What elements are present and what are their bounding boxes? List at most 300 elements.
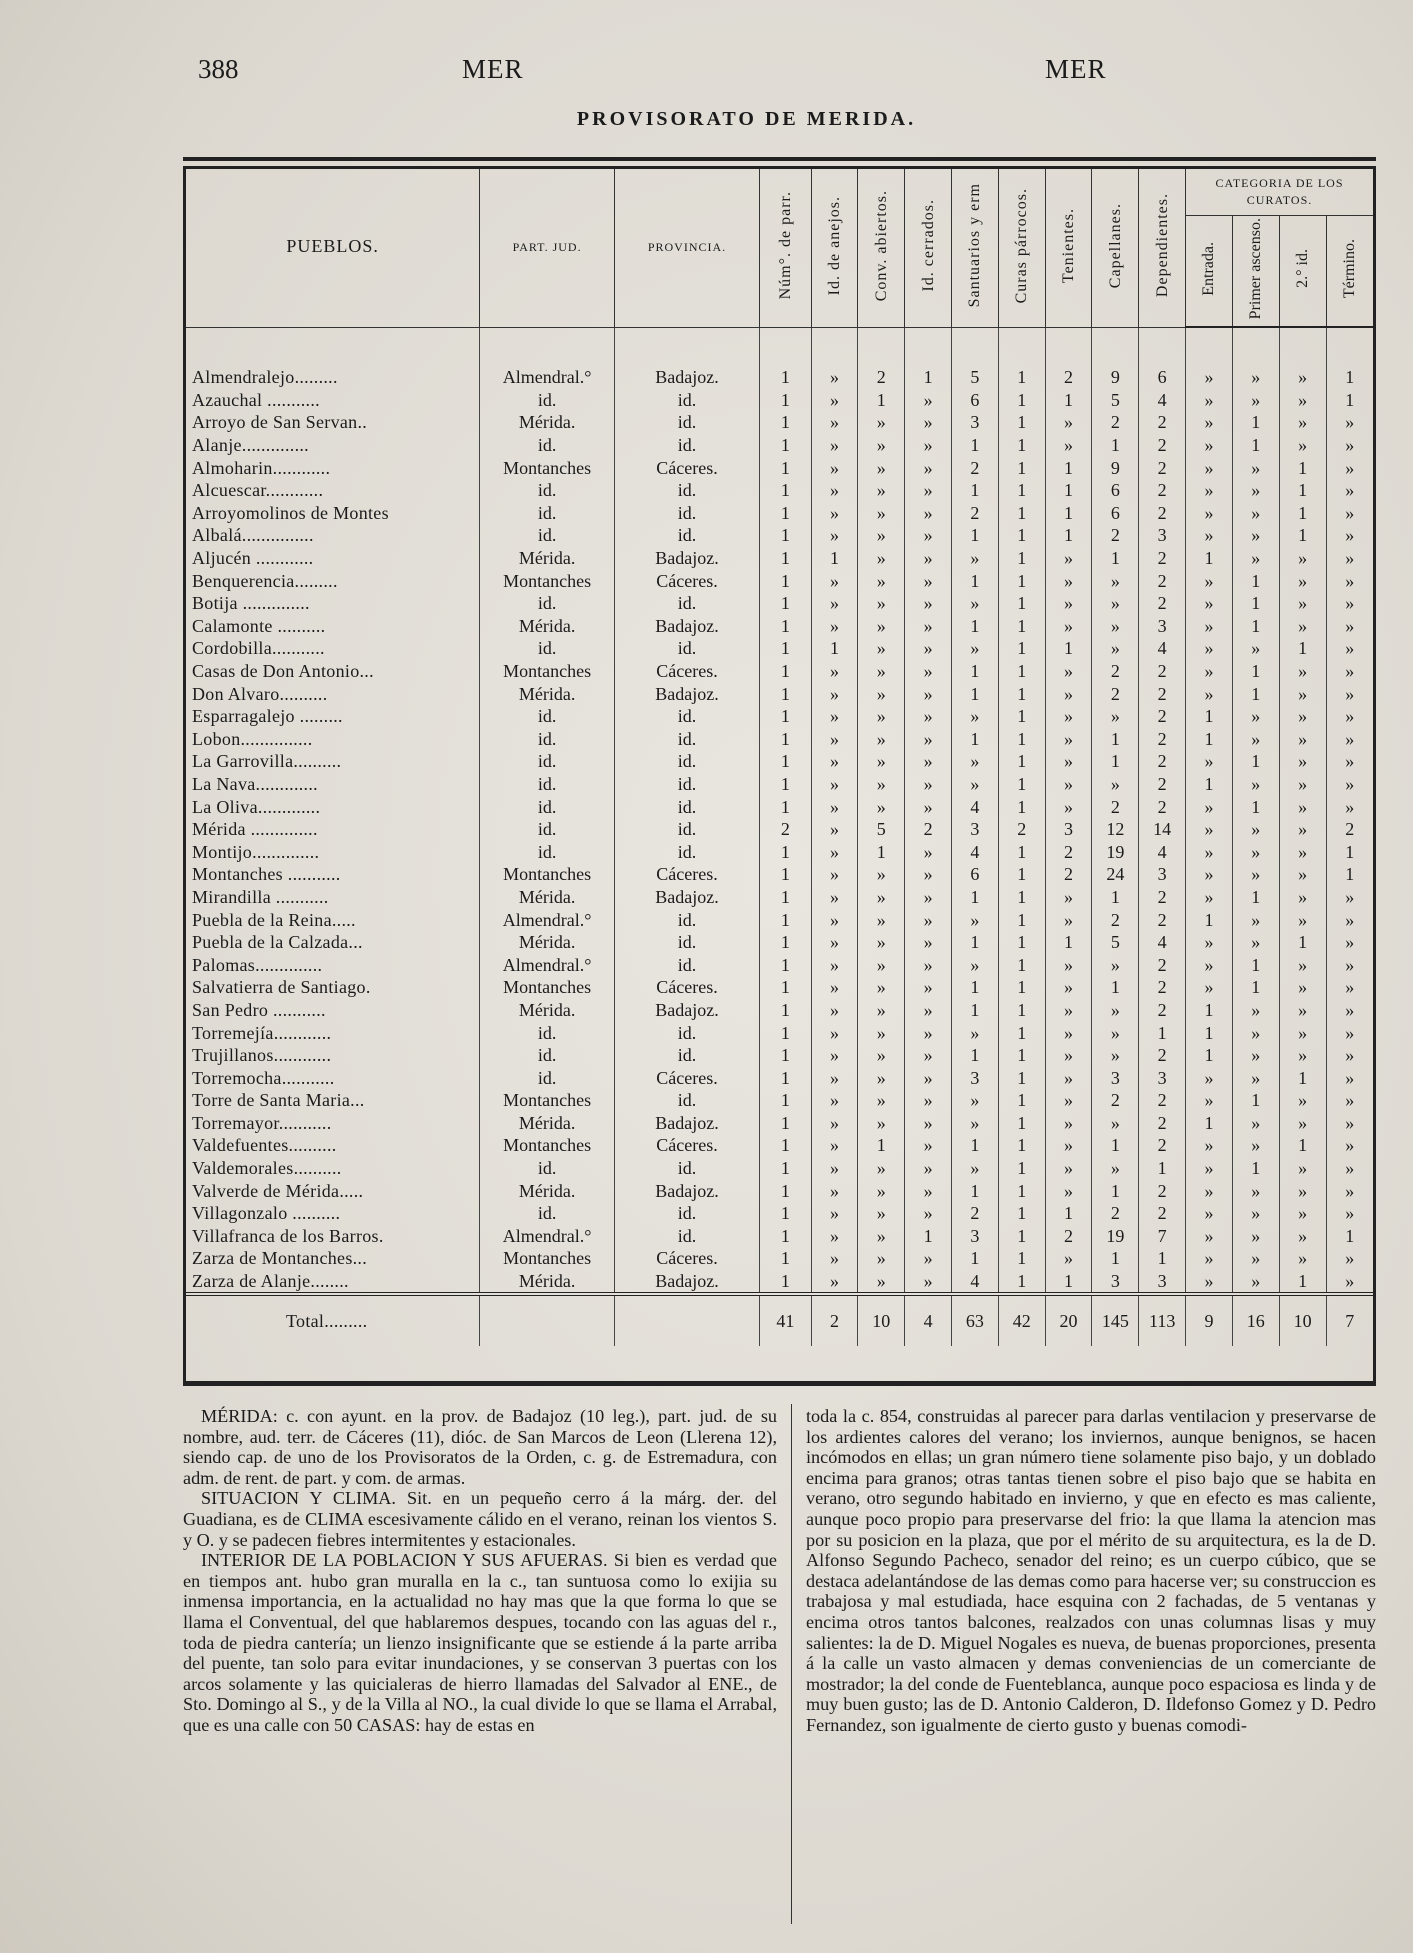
table-cell: 2	[905, 818, 952, 841]
table-cell: »	[1092, 637, 1139, 660]
table-cell: »	[858, 1112, 905, 1135]
table-cell: »	[858, 1066, 905, 1089]
table-cell: 1	[760, 1202, 812, 1225]
table-cell: »	[1345, 796, 1355, 817]
table-cell: 4	[952, 840, 999, 863]
table-cell: 1	[1092, 976, 1139, 999]
table-cell: 1	[1045, 479, 1092, 502]
table-cell: »	[905, 660, 952, 683]
total-cell: 7	[1326, 1294, 1373, 1346]
table-cell: 19	[1092, 1225, 1139, 1248]
table-cell: »	[952, 547, 999, 570]
table-cell: 1	[760, 705, 812, 728]
table-row	[186, 976, 1373, 999]
table-cell: »	[1186, 931, 1233, 954]
table-cell: »	[1345, 480, 1355, 501]
table-cell: 2	[1045, 366, 1092, 389]
table-cell: 2	[1139, 886, 1186, 909]
table-cell: id.	[614, 502, 759, 525]
table-cell: »	[858, 773, 905, 796]
table-row	[186, 682, 1373, 705]
table-cell: »	[1186, 953, 1233, 976]
table-cell: »	[811, 366, 858, 389]
table-cell: 2	[1139, 953, 1186, 976]
table-cell: »	[1279, 547, 1326, 570]
pueblo-name-cell: Valdefuentes..........	[186, 1134, 480, 1157]
table-cell: »	[905, 705, 952, 728]
table-cell: »	[858, 1044, 905, 1067]
table-cell: Cáceres.	[614, 1247, 759, 1270]
table-cell: Badajoz.	[614, 1270, 759, 1295]
table-row	[186, 1066, 1373, 1089]
table-cell: »	[1232, 1225, 1279, 1248]
table-cell: id.	[480, 1066, 615, 1089]
table-cell: »	[1045, 1134, 1092, 1157]
table-cell: »	[811, 908, 858, 931]
pueblo-name-cell: Zarza de Montanches...	[186, 1247, 480, 1270]
table-cell: »	[952, 705, 999, 728]
table-cell: 1	[998, 389, 1045, 412]
table-cell: »	[1045, 411, 1092, 434]
pueblo-name-cell: Villagonzalo ..........	[186, 1202, 480, 1225]
table-cell: 1	[1045, 1270, 1092, 1295]
table-cell: »	[858, 547, 905, 570]
table-row	[186, 1112, 1373, 1135]
pueblo-name-cell: Torremayor...........	[186, 1112, 480, 1135]
table-cell: 2	[1139, 750, 1186, 773]
header-curas: Curas párrocos.	[998, 169, 1045, 327]
pueblo-name-cell: Botija ..............	[186, 592, 480, 615]
table-cell: 1	[760, 1179, 812, 1202]
table-row	[186, 1225, 1373, 1248]
table-cell: »	[905, 524, 952, 547]
table-cell: »	[1279, 999, 1326, 1022]
table-cell: 2	[1045, 1225, 1092, 1248]
table-row	[186, 524, 1373, 547]
table-cell: id.	[480, 840, 615, 863]
table-cell: 1	[1345, 367, 1355, 388]
table-cell: 2	[1139, 434, 1186, 457]
table-cell: »	[1186, 615, 1233, 638]
table-cell: 7	[1139, 1225, 1186, 1248]
table-cell: 14	[1139, 818, 1186, 841]
table-cell: 1	[998, 479, 1045, 502]
table-cell: »	[1279, 1225, 1326, 1248]
table-cell: 1	[760, 1225, 812, 1248]
table-cell: »	[905, 1134, 952, 1157]
running-head	[0, 54, 1413, 90]
pueblo-name-cell: Zarza de Alanje........	[186, 1270, 480, 1295]
table-cell: 1	[1186, 773, 1233, 796]
table-cell: 2	[952, 502, 999, 525]
total-label: Total.........	[186, 1294, 480, 1346]
table-row	[186, 931, 1373, 954]
running-head-left: MER	[462, 54, 524, 84]
table-cell: 1	[998, 795, 1045, 818]
table-cell: »	[905, 456, 952, 479]
table-cell: 1	[998, 976, 1045, 999]
table-cell: »	[811, 592, 858, 615]
table-cell: 1	[858, 1134, 905, 1157]
table-row	[186, 840, 1373, 863]
table-cell: 1	[760, 886, 812, 909]
table-cell: 1	[1232, 953, 1279, 976]
table-cell: »	[811, 502, 858, 525]
table-cell: »	[952, 1021, 999, 1044]
header-segundo-ascenso: 2.° id.	[1279, 216, 1326, 328]
table-cell: 1	[1186, 705, 1233, 728]
table-cell: »	[1186, 1270, 1233, 1295]
pueblo-name-cell: San Pedro ...........	[186, 999, 480, 1022]
table-row	[186, 1044, 1373, 1067]
pueblo-name-cell: Torre de Santa Maria...	[186, 1089, 480, 1112]
table-cell: »	[1279, 411, 1326, 434]
header-termino: Término.	[1326, 216, 1373, 328]
table-cell: Montanches	[480, 1134, 615, 1157]
table-cell: 1	[998, 1157, 1045, 1180]
table-cell: »	[1186, 750, 1233, 773]
table-cell: id.	[480, 728, 615, 751]
table-cell: »	[905, 411, 952, 434]
total-cell: 10	[858, 1294, 905, 1346]
table-cell: 3	[952, 818, 999, 841]
table-cell: »	[905, 592, 952, 615]
table-cell: »	[905, 547, 952, 570]
table-cell: 4	[952, 795, 999, 818]
table-cell: id.	[480, 389, 615, 412]
table-cell: »	[1279, 1179, 1326, 1202]
table-cell: »	[811, 524, 858, 547]
table-cell: »	[1232, 1044, 1279, 1067]
table-cell: »	[811, 1021, 858, 1044]
table-cell: »	[811, 1179, 858, 1202]
table-cell: »	[1279, 1021, 1326, 1044]
table-cell: »	[1279, 728, 1326, 751]
table-cell: »	[811, 773, 858, 796]
table-cell: »	[905, 479, 952, 502]
table-cell: 1	[760, 524, 812, 547]
table-cell: »	[952, 953, 999, 976]
table-cell: »	[1279, 818, 1326, 841]
table-cell: 2	[1139, 1202, 1186, 1225]
table-cell: 1	[1232, 569, 1279, 592]
spacer-row	[186, 327, 1373, 366]
table-cell: »	[905, 773, 952, 796]
table-cell: 6	[952, 389, 999, 412]
table-cell: »	[1232, 1112, 1279, 1135]
table-cell: »	[1345, 525, 1355, 546]
table-row	[186, 637, 1373, 660]
table-row	[186, 908, 1373, 931]
table-cell: »	[905, 569, 952, 592]
table-cell: 1	[1092, 1179, 1139, 1202]
table-cell: »	[858, 592, 905, 615]
table-cell: 1	[998, 524, 1045, 547]
table-cell: »	[905, 1089, 952, 1112]
table-cell: 4	[1139, 840, 1186, 863]
table-cell: id.	[614, 705, 759, 728]
total-cell: 41	[760, 1294, 812, 1346]
table-cell: 1	[998, 660, 1045, 683]
table-cell: »	[811, 1112, 858, 1135]
table-row	[186, 886, 1373, 909]
pueblo-name-cell: Puebla de la Calzada...	[186, 931, 480, 954]
table-cell: 1	[998, 773, 1045, 796]
table-cell: »	[1186, 886, 1233, 909]
table-row	[186, 1202, 1373, 1225]
table-cell: 3	[952, 411, 999, 434]
table-title: PROVISORATO DE MERIDA.	[576, 108, 917, 130]
table-row	[186, 1157, 1373, 1180]
table-cell: »	[905, 1044, 952, 1067]
table-cell: »	[1232, 502, 1279, 525]
table-cell: »	[905, 1112, 952, 1135]
table-cell: »	[1186, 637, 1233, 660]
running-head-right: MER	[1045, 54, 1107, 84]
table-cell: »	[1345, 1112, 1355, 1133]
table-cell: 1	[1139, 1247, 1186, 1270]
table-row	[186, 773, 1373, 796]
table-row	[186, 389, 1373, 412]
table-cell: »	[1232, 705, 1279, 728]
table-cell: 2	[952, 456, 999, 479]
table-cell: 1	[952, 615, 999, 638]
header-primer-ascenso: Primer ascenso.	[1232, 216, 1279, 328]
table-cell: »	[1345, 412, 1355, 433]
table-cell: »	[1232, 456, 1279, 479]
table-cell: 1	[1232, 795, 1279, 818]
table-cell: »	[858, 434, 905, 457]
total-cell: 63	[952, 1294, 999, 1346]
table-cell: »	[1045, 1066, 1092, 1089]
table-cell: 1	[998, 1270, 1045, 1295]
header-dependientes: Dependientes.	[1139, 169, 1186, 327]
total-cell: 113	[1139, 1294, 1186, 1346]
table-cell: 2	[858, 366, 905, 389]
table-cell: 2	[1139, 728, 1186, 751]
table-cell: 1	[760, 728, 812, 751]
table-cell: 2	[1139, 976, 1186, 999]
table-cell: »	[905, 1157, 952, 1180]
table-cell: »	[1345, 728, 1355, 749]
table-cell: Badajoz.	[614, 547, 759, 570]
table-cell: 1	[998, 931, 1045, 954]
table-row	[186, 999, 1373, 1022]
table-cell: 1	[998, 615, 1045, 638]
table-cell: »	[1092, 1157, 1139, 1180]
header-part-jud: PART. JUD.	[480, 169, 615, 327]
table-cell: »	[811, 682, 858, 705]
table-cell: 3	[1139, 863, 1186, 886]
table-cell: »	[1092, 953, 1139, 976]
table-row	[186, 863, 1373, 886]
table-cell: id.	[480, 637, 615, 660]
table-row	[186, 592, 1373, 615]
table-cell: id.	[614, 1044, 759, 1067]
table-cell: 1	[760, 1247, 812, 1270]
table-cell: »	[811, 976, 858, 999]
table-cell: 1	[1279, 931, 1326, 954]
paragraph: MÉRIDA: c. con ayunt. en la prov. de Badajoz (10 leg.), part. jud. de su nombre, aud. terr. de Cáceres (11), dióc. de San Marcos de Leon (Llerena 12), siendo cap. de uno de los Provisoratos de la Orden, c. g. de Estremadura, con adm. de rent. de part. y com. de armas.	[183, 1406, 777, 1488]
table-cell: 1	[998, 908, 1045, 931]
table-cell: Cáceres.	[614, 1066, 759, 1089]
table-cell: »	[1186, 1157, 1233, 1180]
table-cell: »	[1279, 1157, 1326, 1180]
table-cell: »	[1232, 1270, 1279, 1295]
pueblo-name-cell: Almoharin............	[186, 456, 480, 479]
table-cell: 1	[952, 976, 999, 999]
table-cell: 2	[1139, 1179, 1186, 1202]
table-cell: »	[858, 411, 905, 434]
table-cell: 1	[760, 773, 812, 796]
table-cell: »	[1345, 1248, 1355, 1269]
table-cell: »	[1045, 434, 1092, 457]
total-cell: 145	[1092, 1294, 1139, 1346]
total-cell: 16	[1232, 1294, 1279, 1346]
table-cell: »	[1045, 999, 1092, 1022]
table-cell: »	[1279, 1112, 1326, 1135]
table-cell: »	[811, 750, 858, 773]
table-cell: Mérida.	[480, 931, 615, 954]
pueblo-name-cell: Montijo..............	[186, 840, 480, 863]
table-cell: 2	[1139, 1089, 1186, 1112]
table-cell: 12	[1092, 818, 1139, 841]
table-cell: 1	[760, 840, 812, 863]
table-cell: 1	[760, 366, 812, 389]
table-cell: »	[1092, 773, 1139, 796]
table-cell: id.	[614, 953, 759, 976]
table-cell: 1	[760, 976, 812, 999]
table-cell: »	[1279, 1202, 1326, 1225]
article-left-column	[183, 1406, 777, 1736]
table-cell: »	[905, 750, 952, 773]
table-cell: »	[1045, 569, 1092, 592]
table-cell: »	[1279, 1089, 1326, 1112]
table-cell: »	[811, 1225, 858, 1248]
table-cell: »	[952, 1112, 999, 1135]
table-cell: 1	[1092, 1247, 1139, 1270]
table-cell: »	[1045, 1044, 1092, 1067]
table-cell: 1	[811, 547, 858, 570]
table-cell: 1	[811, 637, 858, 660]
table-cell: »	[811, 795, 858, 818]
table-cell: »	[1186, 366, 1233, 389]
table-cell: »	[952, 908, 999, 931]
table-cell: 1	[760, 502, 812, 525]
pueblo-name-cell: Salvatierra de Santiago.	[186, 976, 480, 999]
table-cell: id.	[614, 908, 759, 931]
table-cell: »	[1186, 502, 1233, 525]
table-cell: Badajoz.	[614, 999, 759, 1022]
table-cell: »	[1092, 569, 1139, 592]
table-cell: »	[1279, 976, 1326, 999]
table-cell: 6	[1092, 479, 1139, 502]
table-cell: »	[905, 908, 952, 931]
table-cell: id.	[614, 1157, 759, 1180]
table-cell: 1	[1279, 1134, 1326, 1157]
table-cell: 1	[1092, 728, 1139, 751]
table-cell: Montanches	[480, 976, 615, 999]
table-cell: »	[1345, 1135, 1355, 1156]
table-cell: 1	[760, 750, 812, 773]
pueblo-name-cell: Trujillanos............	[186, 1044, 480, 1067]
table-cell: 19	[1092, 840, 1139, 863]
table-cell: id.	[614, 1021, 759, 1044]
table-cell: »	[1045, 547, 1092, 570]
table-cell: »	[858, 795, 905, 818]
table-cell: »	[905, 502, 952, 525]
table-cell: 1	[1092, 1134, 1139, 1157]
table-cell: 1	[760, 434, 812, 457]
table-cell: »	[1045, 1157, 1092, 1180]
table-cell: 2	[1092, 660, 1139, 683]
table-cell: »	[858, 637, 905, 660]
table-cell: »	[1279, 615, 1326, 638]
column-divider	[791, 1404, 792, 1924]
table-cell: id.	[480, 502, 615, 525]
pueblo-name-cell: Villafranca de los Barros.	[186, 1225, 480, 1248]
table-cell: Cáceres.	[614, 976, 759, 999]
table-row	[186, 1021, 1373, 1044]
table-cell: »	[858, 886, 905, 909]
table-cell: 1	[1045, 1202, 1092, 1225]
table-cell: »	[1279, 953, 1326, 976]
table-cell: 2	[1092, 795, 1139, 818]
table-cell: »	[1232, 479, 1279, 502]
table-cell: 2	[1345, 819, 1355, 840]
table-cell: 1	[1345, 389, 1355, 410]
table-cell: 1	[998, 434, 1045, 457]
table-cell: »	[1045, 886, 1092, 909]
table-cell: »	[811, 389, 858, 412]
table-cell: »	[1345, 1045, 1355, 1066]
table-cell: »	[1279, 1044, 1326, 1067]
table-cell: 1	[760, 1044, 812, 1067]
table-cell: 2	[1139, 908, 1186, 931]
table-cell: 2	[1045, 863, 1092, 886]
table-cell: id.	[614, 637, 759, 660]
table-cell: id.	[480, 750, 615, 773]
table-cell: 1	[760, 569, 812, 592]
table-cell: id.	[614, 479, 759, 502]
pueblo-name-cell: Mirandilla ...........	[186, 886, 480, 909]
table-cell: »	[1345, 751, 1355, 772]
table-cell: 1	[760, 592, 812, 615]
table-cell: »	[858, 1021, 905, 1044]
table-cell: »	[1186, 795, 1233, 818]
table-cell: 9	[1092, 456, 1139, 479]
table-cell: 1	[998, 637, 1045, 660]
table-cell: »	[1045, 1021, 1092, 1044]
table-cell: id.	[614, 728, 759, 751]
table-cell: id.	[614, 389, 759, 412]
table-cell: »	[1186, 660, 1233, 683]
pueblo-name-cell: Torremocha...........	[186, 1066, 480, 1089]
pueblo-name-cell: Lobon...............	[186, 728, 480, 751]
table-cell: »	[1345, 999, 1355, 1020]
table-cell: »	[1045, 615, 1092, 638]
table-cell: »	[1232, 863, 1279, 886]
table-cell: »	[952, 1157, 999, 1180]
table-cell: 1	[1186, 1044, 1233, 1067]
table-cell: »	[1186, 682, 1233, 705]
table-cell: »	[1092, 592, 1139, 615]
table-cell: »	[811, 615, 858, 638]
table-cell: »	[1279, 705, 1326, 728]
pueblo-name-cell: Calamonte ..........	[186, 615, 480, 638]
pueblo-name-cell: La Oliva.............	[186, 795, 480, 818]
table-cell: »	[811, 999, 858, 1022]
